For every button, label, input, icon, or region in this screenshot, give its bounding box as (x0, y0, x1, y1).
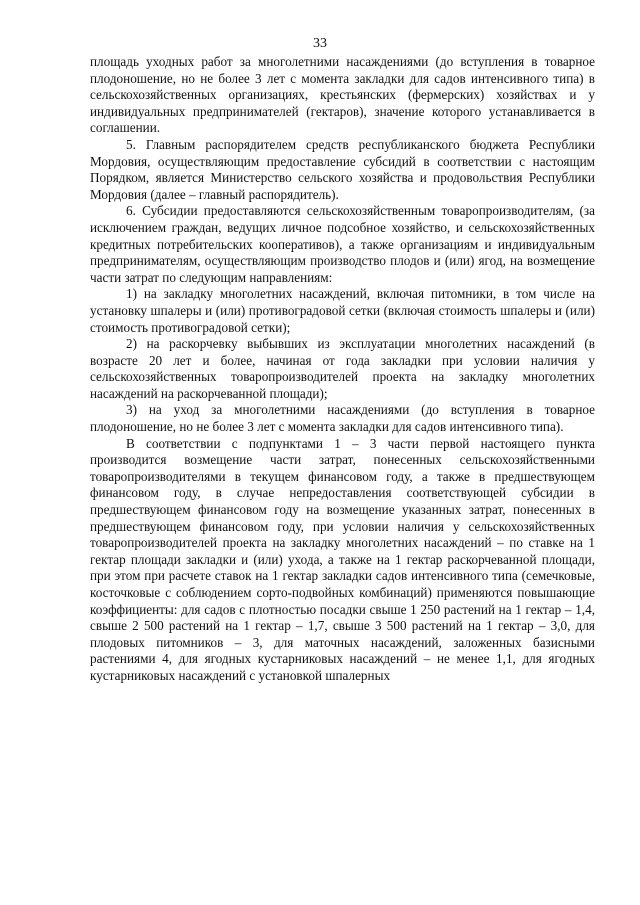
paragraph: площадь уходных работ за многолетними насаждениями (до вступления в товарное плодоношение, но не более 3 лет с момента закладки для садов интенсивного типа) в сельскохозяйственных организациях, крестьянских (фермерских) хозяйствах и у индивидуальных предпринимателей (гектаров), значение которого устанавливается в соглашении. (90, 54, 595, 136)
document-body (90, 54, 595, 685)
paragraph: 1) на закладку многолетних насаждений, включая питомники, в том числе на установку шпалеры и (или) противоградовой сетки (включая стоимость шпалеры и (или) стоимость противоградовой сетки); (90, 286, 595, 335)
paragraph: В соответствии с подпунктами 1 – 3 части первой настоящего пункта производится возмещение части затрат, понесенных сельскохозяйственными товаропроизводителями в текущем финансовом году, а также в предшествующем финансовом году, в случае непредоставления соответствующей субсидии в предшествующем финансовом году на возмещение указанных затрат, понесенных в предшествующем финансовом году, при условии наличия у сельскохозяйственных товаропроизводителей проекта на закладку многолетних насаждений – по ставке на 1 гектар площади закладки и (или) ухода, а также на 1 гектар раскорчеванной площади, при этом при расчете ставок на 1 гектар закладки садов интенсивного типа (семечковые, косточковые с соблюдением сорто-подвойных комбинаций) применяются повышающие коэффициенты: для садов с плотностью посадки свыше 1 250 растений на 1 гектар – 1,4, свыше 2 500 растений на 1 гектар – 1,7, свыше 3 500 растений на 1 гектар – 3,0, для плодовых питомников – 3, для маточных насаждений, заложенных базисными растениями 4, для ягодных кустарниковых насаждений – не менее 1,1, для ягодных кустарниковых насаждений с установкой шпалерных (90, 435, 595, 683)
paragraph: 6. Субсидии предоставляются сельскохозяйственным товаропроизводителям, (за исключением граждан, ведущих личное подсобное хозяйство, и сельскохозяйственных кредитных потребительских кооперативов), а также организациям и индивидуальным предпринимателям, осуществляющим производство плодов и (или) ягод, на возмещение части затрат по следующим направлениям: (90, 203, 595, 285)
paragraph: 5. Главным распорядителем средств республиканского бюджета Республики Мордовия, осуществляющим предоставление субсидий в соответствии с настоящим Порядком, является Министерство сельского хозяйства и продовольствия Республики Мордовия (далее – главный распорядитель). (90, 136, 595, 202)
paragraph: 3) на уход за многолетними насаждениями (до вступления в товарное плодоношение, но не более 3 лет с момента закладки для садов интенсивного типа). (90, 402, 595, 435)
paragraph: 2) на раскорчевку выбывших из эксплуатации многолетних насаждений (в возрасте 20 лет и более, начиная от года закладки при условии наличия у сельскохозяйственных товаропроизводителей проекта на закладку многолетних насаждений на раскорчеванной площади); (90, 336, 595, 401)
page-number: 33 (313, 36, 327, 51)
